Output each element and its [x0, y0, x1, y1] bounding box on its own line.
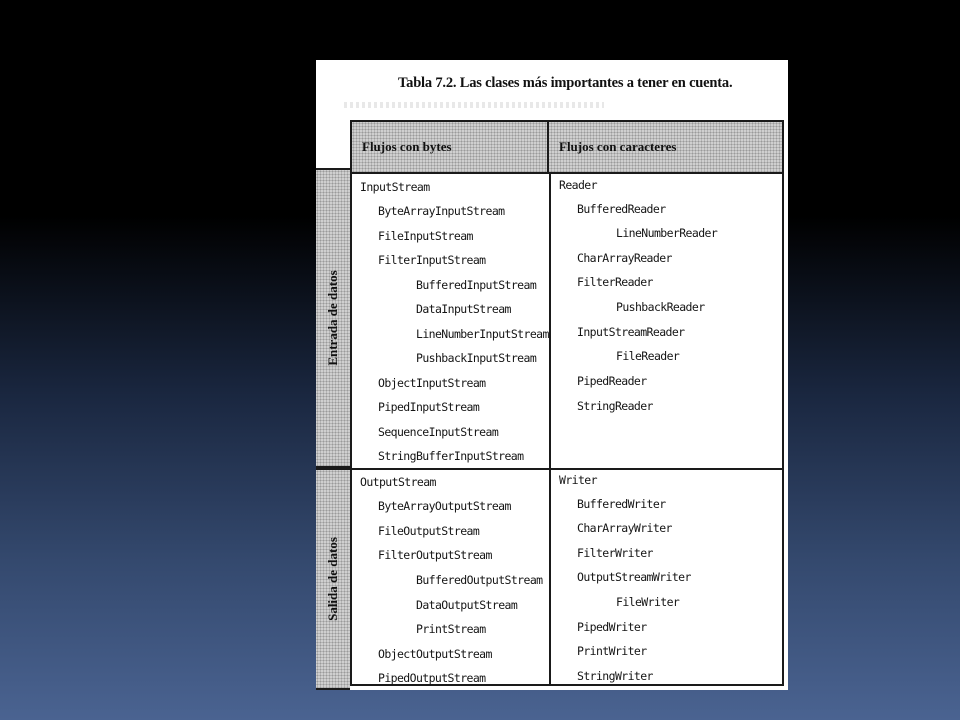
class-name: FileReader	[616, 349, 680, 363]
class-name: PushbackReader	[616, 300, 705, 314]
class-name: BufferedWriter	[577, 497, 666, 511]
class-name: PushbackInputStream	[416, 351, 537, 365]
class-name: StringReader	[577, 399, 653, 413]
class-name: FilterInputStream	[378, 253, 486, 267]
class-name: ByteArrayOutputStream	[378, 499, 511, 513]
class-name: ObjectOutputStream	[378, 647, 492, 661]
table-header-row	[352, 122, 782, 174]
section-divider	[352, 468, 782, 470]
class-name: FilterOutputStream	[378, 548, 492, 562]
class-name: PrintWriter	[577, 644, 647, 658]
table-frame	[350, 120, 784, 686]
class-name: OutputStream	[360, 475, 436, 489]
class-name: ByteArrayInputStream	[378, 204, 505, 218]
class-name: FilterReader	[577, 275, 653, 289]
class-name: PipedWriter	[577, 620, 647, 634]
header-bytes: Flujos con bytes	[352, 122, 549, 172]
class-name: BufferedInputStream	[416, 278, 537, 292]
class-name: Reader	[559, 178, 597, 192]
class-name: PrintStream	[416, 622, 486, 636]
class-name: DataOutputStream	[416, 598, 518, 612]
class-name: Writer	[559, 473, 597, 487]
class-name: FilterWriter	[577, 546, 653, 560]
class-name: CharArrayWriter	[577, 521, 672, 535]
table-title: Tabla 7.2. Las clases más importantes a tener en cuenta.	[398, 75, 733, 91]
output-section-label: Salida de datos	[325, 537, 340, 621]
class-name: PipedReader	[577, 374, 647, 388]
class-name: InputStream	[360, 180, 430, 194]
class-name: OutputStreamWriter	[577, 570, 691, 584]
output-section-band	[316, 468, 350, 690]
class-name: PipedInputStream	[378, 400, 480, 414]
class-name: FileOutputStream	[378, 524, 480, 538]
column-divider	[549, 172, 551, 684]
class-name: PipedOutputStream	[378, 671, 486, 685]
class-name: StringWriter	[577, 669, 653, 683]
class-name: BufferedOutputStream	[416, 573, 543, 587]
input-section-label: Entrada de datos	[325, 270, 340, 366]
class-name: SequenceInputStream	[378, 425, 499, 439]
class-name: InputStreamReader	[577, 325, 685, 339]
class-name: LineNumberInputStream	[416, 327, 549, 341]
header-characters: Flujos con caracteres	[559, 139, 677, 154]
class-name: DataInputStream	[416, 302, 511, 316]
faint-scan-artifact	[344, 102, 604, 108]
class-name: CharArrayReader	[577, 251, 672, 265]
class-name: LineNumberReader	[616, 226, 718, 240]
class-name: BufferedReader	[577, 202, 666, 216]
class-name: FileWriter	[616, 595, 680, 609]
class-name: FileInputStream	[378, 229, 473, 243]
input-section-band	[316, 168, 350, 468]
scanned-table-image	[316, 60, 788, 690]
class-name: StringBufferInputStream	[378, 449, 524, 463]
class-name: ObjectInputStream	[378, 376, 486, 390]
